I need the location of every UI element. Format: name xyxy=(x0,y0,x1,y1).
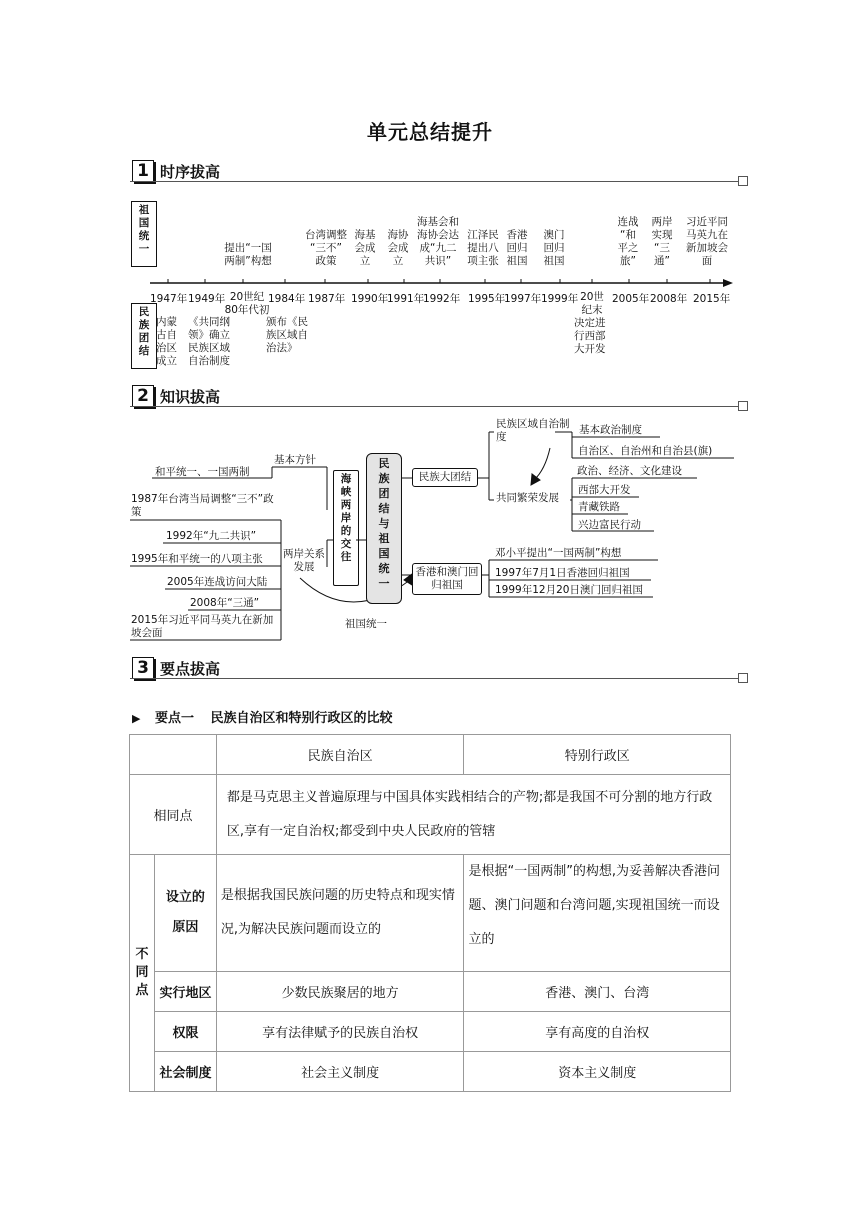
section-label: 知识拔高 xyxy=(160,388,221,406)
timeline-year: 1987年 xyxy=(308,293,346,305)
diff-label: 不同点 xyxy=(130,855,155,1092)
timeline-event: 《共同纲 领》确立 民族区域 自治制度 xyxy=(188,316,230,367)
return-item: 邓小平提出“一国两制”构想 xyxy=(495,547,622,559)
timeline-year: 1992年 xyxy=(423,293,461,305)
table-cell: 享有高度的自治权 xyxy=(464,1012,731,1052)
national-unity-box: 民族大团结 xyxy=(412,468,478,487)
section-number: 3 xyxy=(132,657,154,679)
page-title: 单元总结提升 xyxy=(367,120,493,144)
table-cell: 香港、澳门、台湾 xyxy=(464,972,731,1012)
prosperity-item: 兴边富民行动 xyxy=(578,519,641,531)
autonomy-system: 民族区域自治制度 xyxy=(496,418,570,443)
timeline-event: 提出“一国 两制”构想 xyxy=(224,242,272,267)
common-prosperity: 共同繁荣发展 xyxy=(496,492,559,504)
cross-strait-relations: 两岸关系发展 xyxy=(283,548,325,573)
row-label: 权限 xyxy=(154,1012,216,1052)
timeline-event: 澳门 回归 祖国 xyxy=(543,229,565,267)
timeline-year: 20世 纪末 xyxy=(580,291,604,316)
timeline-event: 习近平同 马英九在 新加坡会 面 xyxy=(686,216,728,267)
timeline-year: 1999年 xyxy=(541,293,579,305)
table-cell: 是根据“一国两制”的构想,为妥善解决香港问题、澳门问题和台湾问题,实现祖国统一而设立的 xyxy=(464,855,731,972)
section-header-3 xyxy=(130,655,748,681)
timeline-event: 江泽民 提出八 项主张 xyxy=(467,229,499,267)
table-cell: 享有法律赋予的民族自治权 xyxy=(216,1012,464,1052)
timeline-event: 决定进 行西部 大开发 xyxy=(574,317,606,355)
table-cell: 是根据我国民族问题的历史特点和现实情况,为解决民族问题而设立的 xyxy=(216,855,464,972)
row-label: 相同点 xyxy=(130,775,217,855)
table-cell: 少数民族聚居的地方 xyxy=(216,972,464,1012)
play-arrow-icon: ▶ xyxy=(132,712,141,725)
return-item: 1999年12月20日澳门回归祖国 xyxy=(495,584,643,596)
autonomy-item: 基本政治制度 xyxy=(579,424,642,436)
table-header: 民族自治区 xyxy=(216,735,464,775)
same-text: 都是马克思主义普遍原理与中国具体实践相结合的产物;都是我国不可分割的地方行政区,享有一定自治权;都受到中央人民政府的管辖 xyxy=(216,775,730,855)
timeline-event: 连战 “和 平之 旅” xyxy=(617,216,639,267)
table-header: 特别行政区 xyxy=(464,735,731,775)
cross-strait-box: 海峡两岸的交往 xyxy=(333,470,359,586)
table-cell: 资本主义制度 xyxy=(464,1052,731,1092)
table-cell: 社会主义制度 xyxy=(216,1052,464,1092)
relation-item: 2008年“三通” xyxy=(190,597,260,609)
timeline-event: 海基会和 海协会达 成“九二 共识” xyxy=(417,216,459,267)
timeline-event: 台湾调整 “三不” 政策 xyxy=(305,229,347,267)
keypoint-heading: ▶ 要点一 民族自治区和特别行政区的比较 xyxy=(132,711,393,726)
timeline-year: 2005年 xyxy=(612,293,650,305)
prosperity-item: 西部大开发 xyxy=(578,484,631,496)
timeline-year: 1990年 xyxy=(351,293,389,305)
timeline-year: 1997年 xyxy=(504,293,542,305)
timeline-year: 1984年 xyxy=(268,293,306,305)
timeline-event: 两岸 实现 “三 通” xyxy=(651,216,673,267)
center-topic: 民族团结与祖国统一 xyxy=(366,453,402,604)
timeline-year: 1947年 xyxy=(150,293,188,305)
relation-item: 1987年台湾当局调整“三不”政策 xyxy=(131,493,274,518)
timeline-year: 2008年 xyxy=(650,293,688,305)
timeline-top-label: 祖国统一 xyxy=(131,201,157,267)
timeline-event: 海协 会成 立 xyxy=(387,229,409,267)
row-label: 社会制度 xyxy=(154,1052,216,1092)
comparison-table xyxy=(129,734,731,1092)
relation-item: 2015年习近平同马英九在新加坡会面 xyxy=(131,614,274,639)
timeline-year: 1995年 xyxy=(468,293,506,305)
return-item: 1997年7月1日香港回归祖国 xyxy=(495,567,630,579)
section-number: 1 xyxy=(132,160,154,182)
prosperity-item: 青藏铁路 xyxy=(578,501,620,513)
timeline-year: 20世纪 80年代初 xyxy=(224,291,270,316)
timeline-event: 香港 回归 祖国 xyxy=(506,229,528,267)
timeline-year: 1991年 xyxy=(387,293,425,305)
checkbox-icon xyxy=(738,673,748,683)
section-label: 要点拔高 xyxy=(160,660,221,678)
peaceful-unification: 和平统一、一国两制 xyxy=(155,466,250,478)
timeline-event: 内蒙 古自 治区 成立 xyxy=(156,316,177,367)
relation-item: 1992年“九二共识” xyxy=(166,530,257,542)
row-label: 实行地区 xyxy=(154,972,216,1012)
timeline-event: 颁布《民 族区域自 治法》 xyxy=(266,316,308,354)
timeline-year: 1949年 xyxy=(188,293,226,305)
timeline-year: 2015年 xyxy=(693,293,731,305)
return-box: 香港和澳门回归祖国 xyxy=(412,563,482,595)
relation-item: 2005年连战访问大陆 xyxy=(167,576,268,588)
timeline-event: 海基 会成 立 xyxy=(354,229,376,267)
basic-policy: 基本方针 xyxy=(274,454,316,466)
timeline-bottom-label: 民族团结 xyxy=(131,303,157,369)
row-label: 设立的原因 xyxy=(154,855,216,972)
relation-item: 1995年和平统一的八项主张 xyxy=(131,553,263,565)
section-label: 时序拔高 xyxy=(160,163,221,181)
autonomy-item: 自治区、自治州和自治县(旗) xyxy=(578,445,713,457)
reunify-label: 祖国统一 xyxy=(345,618,387,630)
table-corner xyxy=(130,735,217,775)
prosperity-item: 政治、经济、文化建设 xyxy=(577,465,682,477)
section-number: 2 xyxy=(132,385,154,407)
